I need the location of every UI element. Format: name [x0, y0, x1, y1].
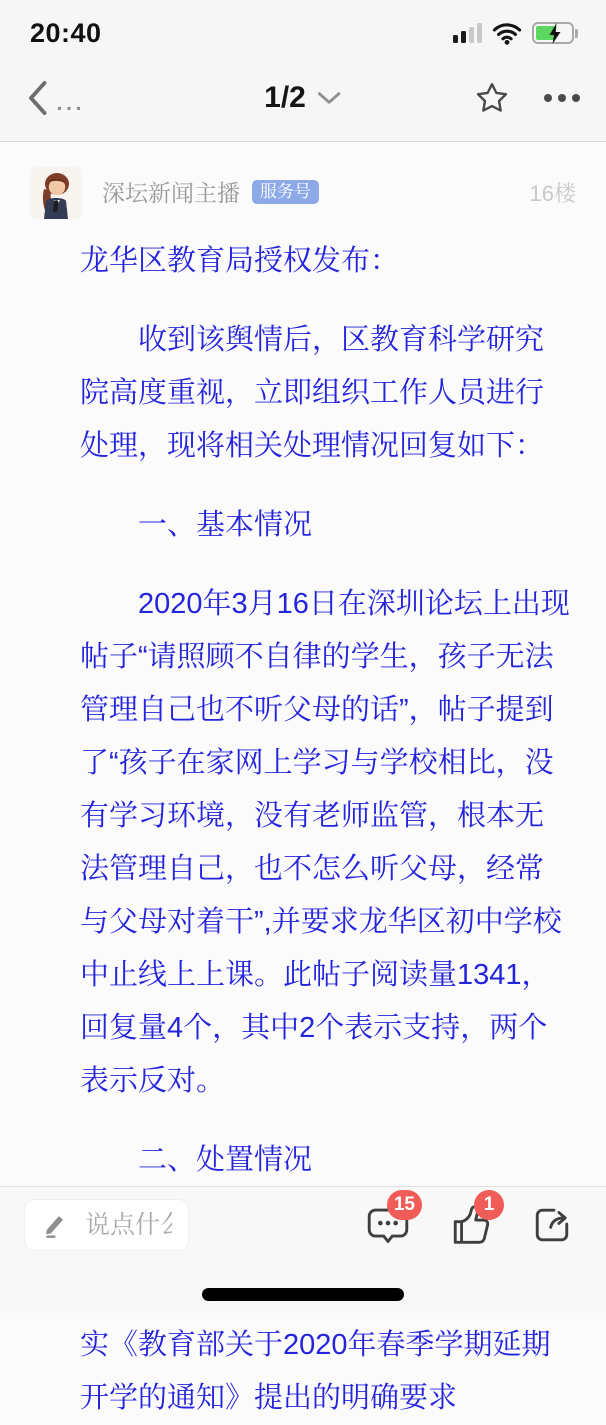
comments-button[interactable]: [356, 1194, 420, 1248]
post-paragraph: 收到该舆情后，区教育科学研究院高度重视，立即组织工作人员进行处理，现将相关处理情况回复如下：: [80, 324, 545, 462]
post-header: [0, 143, 606, 219]
share-button[interactable]: [520, 1202, 584, 1248]
status-bar: [0, 0, 606, 56]
page-selector[interactable]: [264, 81, 342, 115]
like-count-badge: 1: [474, 1190, 504, 1220]
comment-input-field[interactable]: [85, 1211, 172, 1240]
nav-actions: [474, 80, 580, 116]
star-icon: [474, 80, 510, 116]
service-account-badge: 服务号: [252, 180, 319, 204]
battery-charging-icon: [532, 22, 578, 44]
comment-bar: [0, 1186, 606, 1313]
like-button[interactable]: [438, 1194, 502, 1248]
avatar[interactable]: [30, 167, 82, 219]
back-button[interactable]: [26, 80, 84, 116]
status-icons: [453, 21, 578, 45]
star-favorite-button[interactable]: [474, 80, 510, 116]
nav-bar: [0, 56, 606, 140]
more-icon: [544, 94, 580, 102]
floor-number: 16楼: [529, 181, 576, 206]
more-button[interactable]: [544, 94, 580, 102]
comment-input[interactable]: [24, 1199, 189, 1251]
page-indicator: 1/2: [264, 81, 306, 114]
post-paragraph: 实《教育部关于2020年春季学期延期开学的通知》提出的明确要求: [80, 1329, 551, 1414]
post-paragraph: 龙华区教育局授权发布：: [80, 245, 400, 277]
wifi-icon: [492, 21, 522, 45]
chevron-left-icon: [26, 80, 48, 116]
cellular-signal-icon: [453, 23, 482, 43]
chevron-down-icon: [316, 89, 342, 107]
comment-count-badge: 15: [387, 1190, 422, 1220]
top-chrome: [0, 0, 606, 142]
edit-pencil-icon: [41, 1211, 69, 1239]
post-section-heading: 二、处置情况: [138, 1144, 313, 1176]
post-section-heading: 一、基本情况: [138, 509, 313, 541]
author-name[interactable]: 深坛新闻主播: [102, 180, 240, 206]
post-paragraph: 2020年3月16日在深圳论坛上出现帖子“请照顾不自律的学生，孩子无法管理自己也不听父母的话”，帖子提到了“孩子在家网上学习与学校相比，没有学习环境，没有老师监管，根本无法管理自己，也不怎么听父母，经常与父母对着干”,并要求龙华区初中学校中止线上上课。此帖子阅读量1341，回复量4个，其中2个表示支持，两个表示反对。: [80, 588, 570, 1097]
author-line: [102, 175, 530, 208]
home-indicator[interactable]: [202, 1288, 404, 1301]
status-time: 20:40: [30, 17, 102, 48]
back-button-label: …: [54, 84, 84, 117]
share-icon: [529, 1202, 575, 1248]
